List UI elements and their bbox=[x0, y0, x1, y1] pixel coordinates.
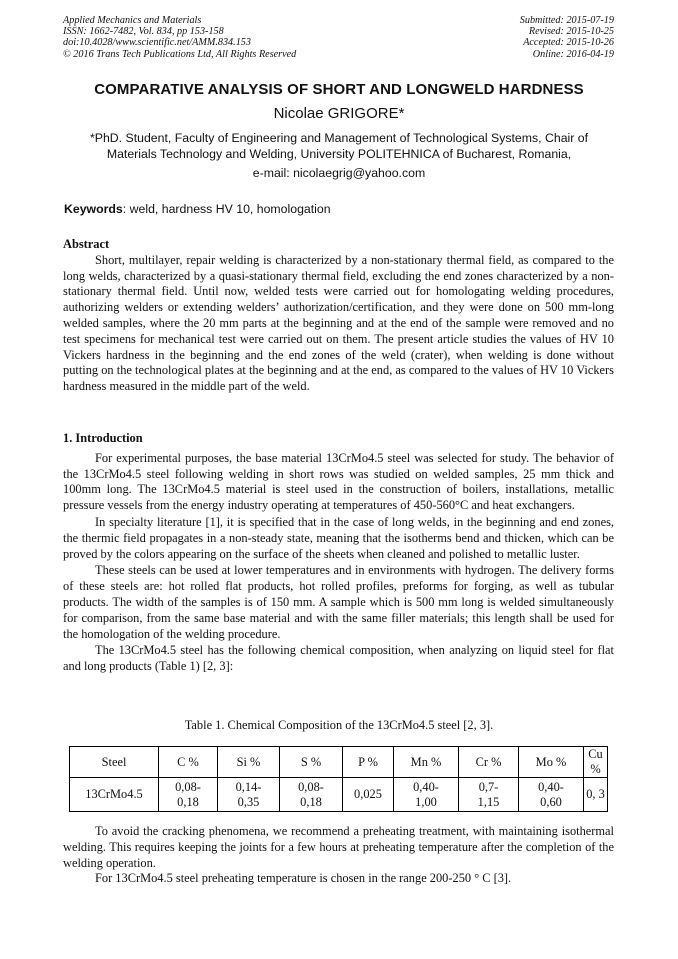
abstract-section bbox=[63, 237, 614, 395]
column-header: Si % bbox=[218, 747, 280, 778]
date-accepted: Accepted: 2015-10-26 bbox=[523, 37, 614, 49]
column-header: C % bbox=[159, 747, 218, 778]
introduction-heading: 1. Introduction bbox=[63, 431, 143, 445]
publication-dates bbox=[520, 15, 614, 60]
column-header: Steel bbox=[70, 747, 159, 778]
keywords-label: Keywords bbox=[64, 202, 123, 216]
column-header: Mn % bbox=[394, 747, 459, 778]
journal-name: Applied Mechanics and Materials bbox=[63, 15, 202, 26]
author-affiliation bbox=[66, 130, 612, 162]
table-caption: Table 1. Chemical Composition of the 13CrMo4.5 steel [2, 3]. bbox=[184, 718, 494, 732]
abstract-text: Short, multilayer, repair welding is characterized by a non-stationary thermal field, as compared to the long welds, characterized by a quasi-stationary thermal field, excluding the end zones characterized by a non-stationary thermal field. Until now, welded tests were carried out for homologating welding procedures, authorizing welders or extending welders’ authorization/certification, and they were done on 500 mm-long welded samples, where the 20 mm parts at the beginning and at the end of the sample were removed and no test specimens for mechanical test were carried out on them. The present article studies the values of HV 10 Vickers hardness in the beginning and the end zones of the weld (crater), when welding is done without putting on the technological plates at the beginning and at the end, as compared to the values of HV 10 Vickers hardness measured in the middle part of the weld. bbox=[63, 252, 614, 394]
column-header: S % bbox=[280, 747, 343, 778]
intro-paragraph: In specialty literature [1], it is specified that in the case of long welds, in the beginning and end zones, the thermic field propagates in a non-steady state, meaning that the isotherms bend and thicken, which can be proved by the colors appearing on the surface of the sheets when cleaned and polished to metallic luster. bbox=[63, 514, 614, 561]
introduction-section bbox=[63, 431, 614, 675]
keywords bbox=[64, 202, 331, 216]
date-submitted: Submitted: 2015-07-19 bbox=[519, 15, 614, 26]
column-header: Cr % bbox=[459, 747, 519, 778]
date-revised: Revised: 2015-10-25 bbox=[528, 26, 614, 38]
paper-title: COMPARATIVE ANALYSIS OF SHORT AND LONGWELD HARDNESS bbox=[94, 81, 584, 98]
cell-c: 0,08- 0,18 bbox=[159, 778, 218, 812]
column-header: Cu % bbox=[584, 747, 608, 778]
affiliation-line-1: *PhD. Student, Faculty of Engineering and Management of Technological Systems, Chair of bbox=[89, 131, 589, 145]
post-table-section bbox=[63, 824, 614, 887]
table-header-row bbox=[70, 747, 608, 778]
intro-paragraph: These steels can be used at lower temperatures and in environments with hydrogen. The delivery forms of these steels are: hot rolled flat products, hot rolled profiles, preforms for forging, as well as tubular products. The width of the samples is of 150 mm. A sample which is 500 mm long is welded simultaneously for comparison, from the same base material and with the same filler materials; this length shall be used for the homologation of the welding procedure. bbox=[63, 563, 614, 641]
cell-s: 0,08- 0,18 bbox=[280, 778, 343, 812]
intro-paragraph: For experimental purposes, the base material 13CrMo4.5 steel was selected for study. The behavior of the 13CrMo4.5 steel following welding in short rows was studied on welded samples, 25 mm thick and 100mm long. The 13CrMo4.5 material is steel used in the construction of boilers, installations, metallic pressure vessels from the energy industry operating at temperatures of 450-560°C and heat exchangers. bbox=[63, 450, 614, 513]
cell-si: 0,14- 0,35 bbox=[218, 778, 280, 812]
intro-paragraph: The 13CrMo4.5 steel has the following chemical composition, when analyzing on liquid steel for flat and long products (Table 1) [2, 3]: bbox=[63, 643, 614, 674]
author-name: Nicolae GRIGORE* bbox=[273, 105, 405, 122]
chemical-composition-table bbox=[69, 746, 608, 812]
column-header: Mo % bbox=[519, 747, 584, 778]
date-online: Online: 2016-04-19 bbox=[532, 48, 614, 60]
body-paragraph: For 13CrMo4.5 steel preheating temperature is chosen in the range 200-250 ° C [3]. bbox=[95, 871, 512, 886]
affiliation-line-2: Materials Technology and Welding, University POLITEHNICA of Bucharest, Romania, bbox=[106, 147, 572, 161]
body-paragraph: To avoid the cracking phenomena, we recommend a preheating treatment, with maintaining isothermal welding. This requires keeping the joints for a few hours at preheating temperature after the completion of the welding operation. bbox=[63, 824, 614, 870]
cell-cu: 0, 3 bbox=[584, 778, 608, 812]
cell-p: 0,025 bbox=[343, 778, 394, 812]
cell-mo: 0,40- 0,60 bbox=[519, 778, 584, 812]
column-header: P % bbox=[343, 747, 394, 778]
cell-steel: 13CrMo4.5 bbox=[70, 778, 159, 812]
journal-copyright: © 2016 Trans Tech Publications Ltd, All Rights Reserved bbox=[63, 48, 297, 60]
cell-mn: 0,40- 1,00 bbox=[394, 778, 459, 812]
table-row bbox=[70, 778, 608, 812]
cell-cr: 0,7- 1,15 bbox=[459, 778, 519, 812]
journal-doi: doi:10.4028/www.scientific.net/AMM.834.153 bbox=[63, 37, 251, 49]
journal-issn: ISSN: 1662-7482, Vol. 834, pp 153-158 bbox=[63, 26, 224, 38]
abstract-heading: Abstract bbox=[63, 237, 110, 251]
journal-info bbox=[63, 15, 296, 60]
keywords-text: : weld, hardness HV 10, homologation bbox=[122, 202, 331, 216]
author-email: e-mail: nicolaegrig@yahoo.com bbox=[252, 166, 426, 180]
